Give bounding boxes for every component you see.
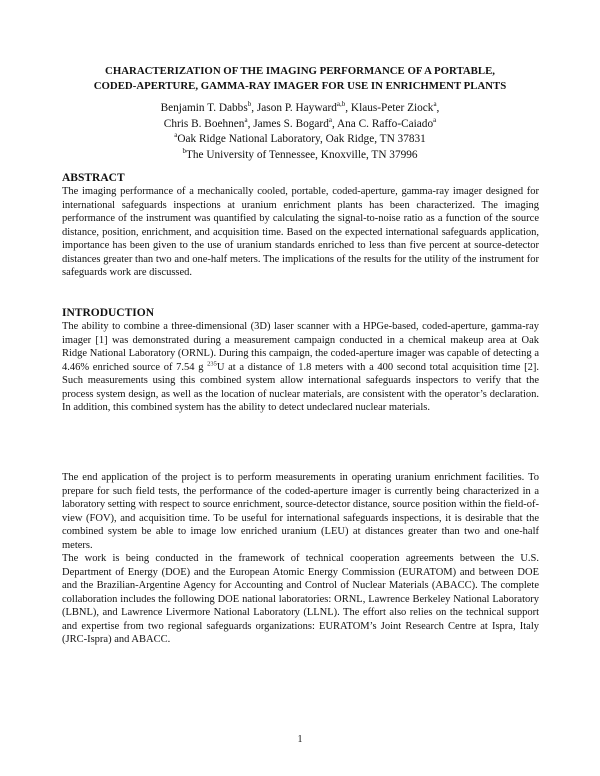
affiliation-2: $^b$The University of Tennessee, Knoxville, TN 37996 — [182, 146, 418, 161]
abstract-section — [62, 171, 539, 280]
introduction-paragraph-1: The ability to combine a three-dimensional (3D) laser scanner with a HPGe-based, coded-aperture, gamma-ray imager [1] was demonstrated during a measurement campaign conducted in a chemical makeup area at Oak Ridge National Laboratory (ORNL). During this campaign, the coded-aperture imager was capable of detecting a 4.46% enriched source of 7.54 g $^{235}$U at a distance of 1.8 meters with a 400 second total acquisition time [2]. Such measurements using this combined system allow international safeguards inspectors to verify that the process system design, as well as the location of nuclear materials, are consistent with the operator’s declaration. In addition, this combined system has the ability to detect undeclared nuclear materials. — [62, 321, 539, 414]
author-affiliation-mark: a — [433, 115, 437, 124]
author-name: Klaus-Peter Ziock — [350, 102, 434, 114]
page-number: 1 — [297, 734, 303, 745]
introduction-paragraph-3: The work is being conducted in the framework of technical cooperation agreements between the U.S. Department of Energy (DOE) and the European Atomic Energy Commission (EURATOM) and between DOE and the Brazilian-Argentine Agency for Accounting and Control of Nuclear Materials (ABACC). The complete collaboration includes the following DOE national laboratories: ORNL, Lawrence Berkeley National Laboratory (LBNL), and Lawrence Livermore National Laboratory (LLNL). The effort also relies on the technical support and expertise from two regional safeguards organizations: EURATOM’s Joint Research Centre at Ispra, Italy (JRC-Ispra) and ABACC. — [62, 553, 539, 646]
author-name: Ana C. Raffo-Caiado — [336, 117, 434, 130]
title-line-2: CODED-APERTURE, GAMMA-RAY IMAGER FOR USE IN ENRICHMENT PLANTS — [93, 80, 507, 92]
affiliation-1: $^a$Oak Ridge National Laboratory, Oak Ridge, TN 37831 — [174, 131, 426, 145]
author-block — [62, 101, 538, 163]
author-affiliation-mark: b — [247, 100, 252, 109]
introduction-heading: INTRODUCTION — [62, 307, 155, 319]
title-line-1: CHARACTERIZATION OF THE IMAGING PERFORMANCE OF A PORTABLE, — [105, 65, 495, 77]
author-name: Jason P. Hayward — [256, 102, 337, 114]
author-line-2: Chris B. Boehnen$^a$, James S. Bogard$^a$, Ana C. Raffo-Caiado$^a$ — [163, 115, 437, 130]
author-affiliation-mark: a — [433, 100, 437, 109]
author-affiliation-mark: a — [244, 115, 248, 124]
introduction-paragraph-2: The end application of the project is to perform measurements in operating uranium enrichment facilities. To prepare for such field tests, the performance of the coded-aperture imager is currently being characterized in a laboratory setting with respect to source enrichment, source-detector distance, source position within the field-of-view (FOV), and acquisition time. To be useful for international safeguards inspections, it is desirable that the combined system be able to image low enriched uranium (LEU) at distances greater than two and one-half meters. — [62, 472, 539, 551]
author-name: Chris B. Boehnen — [163, 117, 245, 130]
abstract-heading: ABSTRACT — [62, 172, 125, 184]
introduction-paragraph-3-block — [62, 552, 539, 647]
author-affiliation-mark: a,b — [336, 100, 346, 109]
introduction-paragraph-2-block — [62, 471, 539, 552]
author-name: James S. Bogard — [253, 117, 329, 130]
author-line-1: Benjamin T. Dabbs$^b$, Jason P. Hayward$^{a,b}$, Klaus-Peter Ziock$^a$, — [160, 100, 440, 114]
paper-title — [62, 64, 538, 94]
author-affiliation-mark: a — [328, 115, 332, 124]
author-name: Benjamin T. Dabbs — [160, 102, 248, 114]
introduction-section — [62, 306, 539, 415]
abstract-text: The imaging performance of a mechanically cooled, portable, coded-aperture, gamma-ray imager designed for international safeguards inspections at uranium enrichment plants has been characterized. The imaging performance of the instrument was quantified by calculating the signal-to-noise ratio as a function of the source distance, position, enrichment, and acquisition time. Based on the expected international safeguards application, importance has been given to the use of uranium standards enriched to less than five percent at source-detector distances greater than two and one-half meters. The implications of the results for the utility of the instrument for safeguards work are discussed. — [62, 186, 539, 279]
